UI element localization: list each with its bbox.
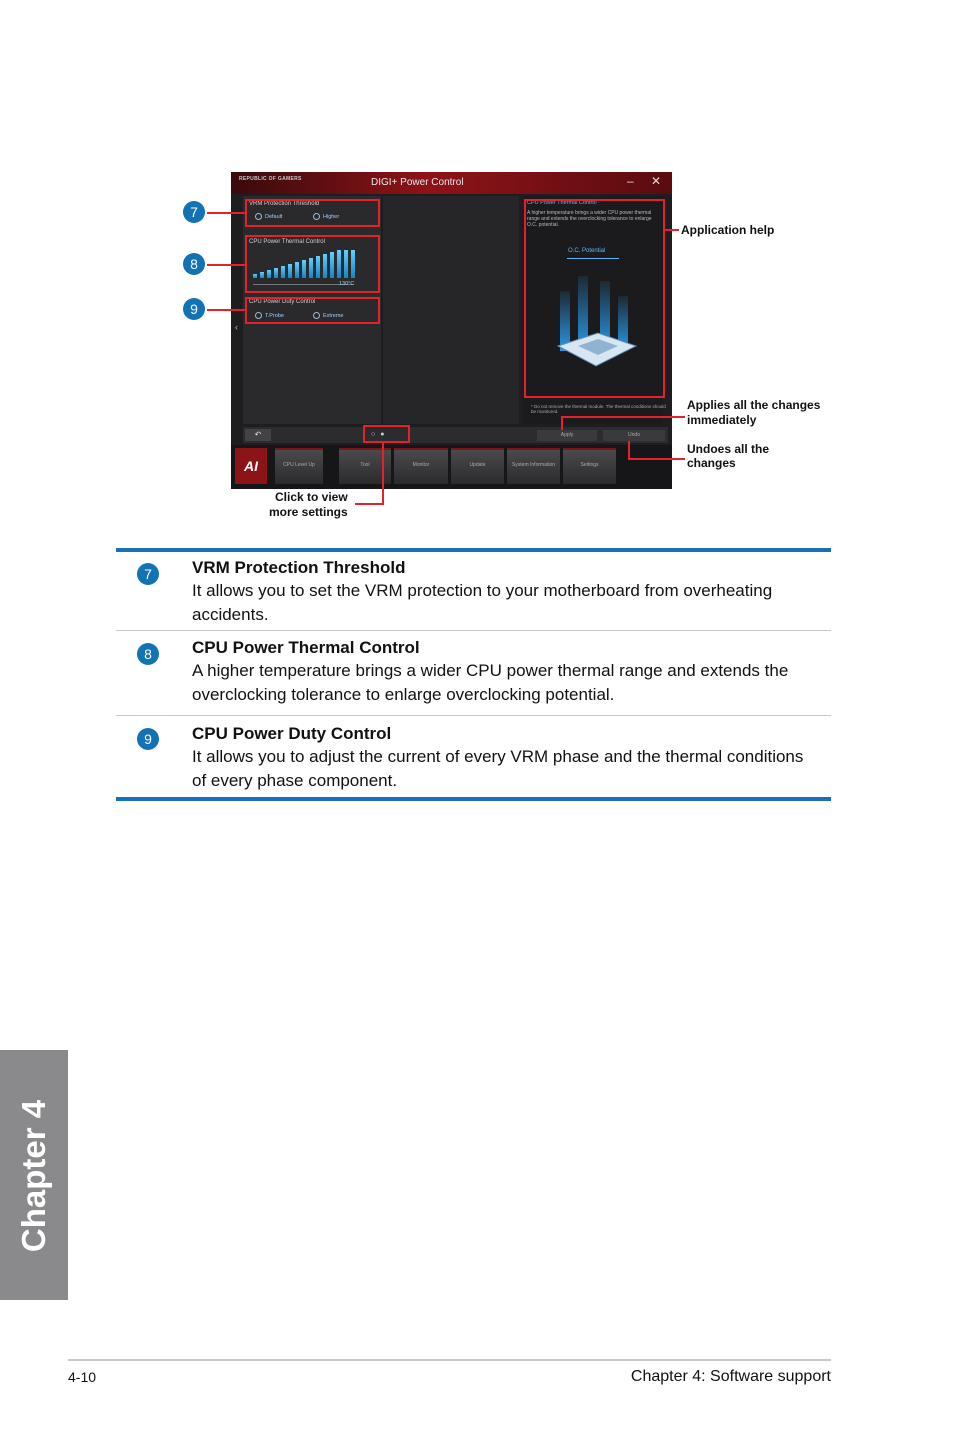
apply-button[interactable]: Apply [537, 430, 597, 441]
callout-more-line2: more settings [269, 505, 348, 519]
callout-more-line1: Click to view [275, 490, 348, 504]
callout-box-page-dots [363, 425, 410, 443]
callout-line [382, 443, 384, 504]
callout-undo-line2: changes [687, 456, 736, 470]
page-dots[interactable]: ○● [371, 431, 390, 438]
callout-box-duty [245, 297, 380, 324]
callout-badge-7: 7 [183, 201, 205, 223]
table-top-rule [116, 548, 831, 552]
row-desc-vrm-1: It allows you to set the VRM protection to your motherboard from overheating [192, 581, 773, 600]
row-desc-duty-2: of every phase component. [192, 771, 398, 790]
footer-rule [68, 1359, 831, 1361]
callout-line [561, 416, 685, 418]
callout-badge-8: 8 [183, 253, 205, 275]
callout-line [665, 229, 679, 231]
row-divider [116, 715, 831, 716]
taskbar-cpu-level-up[interactable]: CPU Level Up [275, 448, 323, 484]
close-button[interactable]: ✕ [651, 174, 662, 188]
rog-logo: REPUBLIC OF GAMERS [239, 176, 302, 182]
vrm-panel-title: VRM Protection Threshold [249, 201, 320, 207]
callout-line [628, 458, 685, 460]
callout-box-thermal [245, 235, 380, 293]
row-title-vrm: VRM Protection Threshold [192, 558, 406, 577]
taskbar-monitor[interactable]: Monitor [394, 448, 448, 484]
ai-suite-logo[interactable]: AI [235, 448, 267, 484]
duty-tprobe-label: T.Probe [265, 312, 284, 319]
chapter-tab-label: Chapter 4 [15, 1099, 52, 1253]
row-desc-thermal-2: overclocking tolerance to enlarge overclocking potential. [192, 685, 615, 704]
back-button[interactable]: ↶ [245, 429, 271, 441]
vrm-default-label: Default [265, 213, 283, 220]
footer-title: Chapter 4: Software support [630, 1368, 831, 1385]
undo-button[interactable]: Undo [603, 430, 665, 441]
help-note: * Do not remove the thermal module. The thermal conditions should be monitored. [531, 404, 666, 414]
row-badge-8: 8 [137, 643, 159, 665]
thermal-value: 130°C [339, 281, 355, 287]
row-desc-thermal-1: A higher temperature brings a wider CPU power thermal range and extends the [192, 661, 789, 680]
thermal-panel-title: CPU Power Thermal Control [249, 239, 325, 245]
callout-line [207, 309, 246, 311]
callout-badge-9: 9 [183, 298, 205, 320]
row-badge-9: 9 [137, 728, 159, 750]
callout-application-help: Application help [681, 223, 775, 237]
chevron-left-icon[interactable]: ‹ [235, 322, 238, 332]
callout-line [207, 264, 246, 266]
row-title-thermal: CPU Power Thermal Control [192, 638, 420, 657]
duty-panel-title: CPU Power Duty Control [249, 299, 316, 305]
taskbar-system-information[interactable]: System Information [507, 448, 560, 484]
vrm-higher-label: Higher [323, 213, 340, 220]
callout-undo-line1: Undoes all the [687, 442, 770, 456]
taskbar-update[interactable]: Update [451, 448, 504, 484]
taskbar-settings[interactable]: Settings [563, 448, 616, 484]
callout-line [561, 416, 563, 430]
empty-panel [383, 196, 519, 424]
row-desc-vrm-2: accidents. [192, 605, 269, 624]
oc-potential-label: O.C. Potential [568, 248, 606, 254]
help-title: CPU Power Thermal Control [527, 200, 597, 206]
page-number: 4-10 [68, 1369, 97, 1385]
row-title-duty: CPU Power Duty Control [192, 724, 392, 743]
table-bottom-rule [116, 797, 831, 801]
duty-extreme-label: Extreme [323, 312, 344, 319]
callout-apply-line2: immediately [687, 413, 757, 427]
callout-apply-line1: Applies all the changes [687, 398, 821, 412]
window-title: DIGI+ Power Control [371, 177, 464, 188]
row-badge-7: 7 [137, 563, 159, 585]
callout-line [628, 441, 630, 459]
callout-line [207, 212, 246, 214]
help-text: A higher temperature brings a wider CPU power thermal range and extends the overclocking tolerance to enlarge O.C. potential. [527, 210, 652, 228]
row-desc-duty-1: It allows you to adjust the current of every VRM phase and the thermal conditions [192, 747, 804, 766]
callout-box-vrm [245, 199, 380, 227]
callout-line [355, 503, 384, 505]
row-divider [116, 630, 831, 631]
taskbar-tool[interactable]: Tool [339, 448, 391, 484]
callout-box-application-help [524, 199, 665, 398]
minimize-button[interactable]: – [627, 174, 634, 188]
